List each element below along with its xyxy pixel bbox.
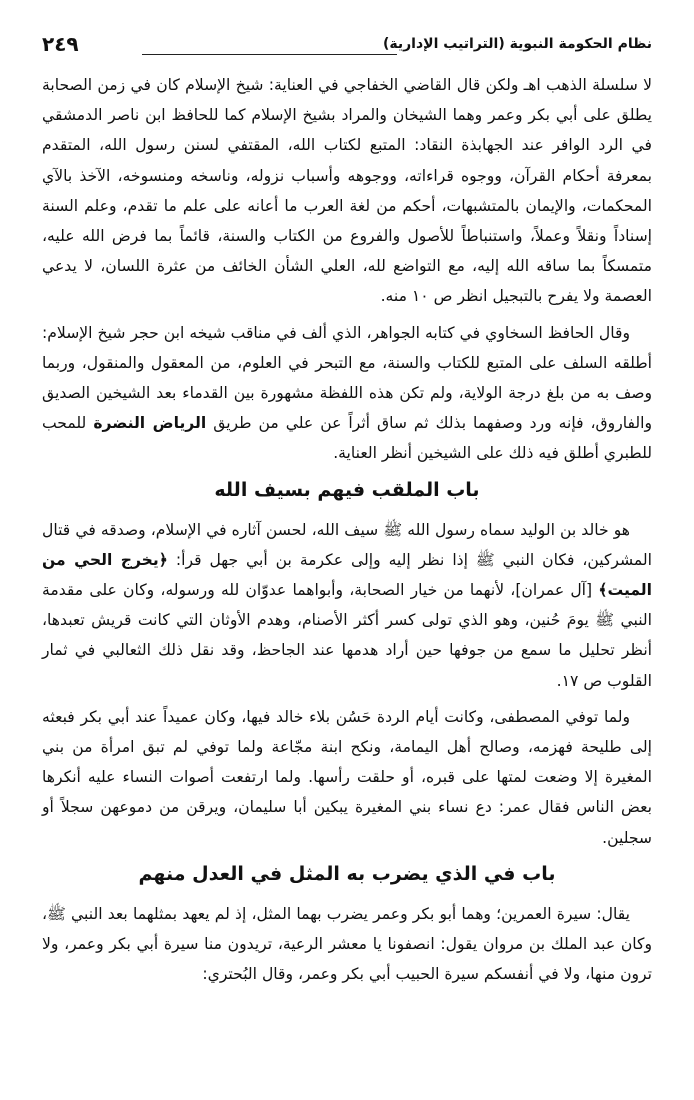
page-number: ٢٤٩	[42, 32, 79, 56]
quran-verse: ﴿يخرج الحي من الميت﴾	[42, 550, 652, 600]
header-rule	[142, 54, 397, 55]
section-heading-sword-of-allah: باب الملقب فيهم بسيف الله	[214, 478, 480, 501]
paragraph-sakhawi	[42, 318, 652, 469]
header-title: نظام الحكومة النبوية (التراتيب الإدارية)	[382, 36, 652, 52]
section-heading-justice-proverb: باب في الذي يضرب به المثل في العدل منهم	[138, 862, 556, 885]
paragraph-text: يقال: سيرة العمرين؛ وهما أبو بكر وعمر يضرب بهما المثل، إذ لم يعهد بمثلهما بعد النبي ﷺ، وكان عبد الملك بن مروان يقول: انصفونا يا معشر الرعية، تريدون منا سيرة أبي بكر وعمر، ولا ترون منها، ولا في أنفسكم سيرة الحبيب أبي بكر وعمر، وقال البُحتري:	[42, 904, 652, 984]
paragraph-umarayn	[42, 899, 652, 990]
paragraph-text-before: وقال الحافظ السخاوي في كتابه الجواهر، الذي ألف في مناقب شيخه ابن حجر شيخ الإسلام: أطلقه السلف على المتبع للكتاب والسنة، مع التبحر في العلوم، من المعقول والمنقول، وربما وصف به من بلغ درجة الولاية، ولم تكن هذه اللفظة مشهورة بين القدماء بعد الشيخين الصديق والفاروق، فإنه ورد وصفهما بذلك ثم ساق أثراً عن علي من طريق	[42, 323, 652, 433]
paragraph-shaykh-al-islam	[42, 70, 652, 312]
running-header	[42, 32, 652, 62]
paragraph-text-after: [آل عمران]، لأنهما من خيار الصحابة، وأبواهما عدوّان لله ورسوله، وكان على مقدمة النبي ﷺ يومَ حُنين، وهو الذي تولى كسر أكثر الأصنام، وهدم الأوثان التي كانت قريش تعبدها، أنظر تحليل ما سمع من جوفها حين أراد هدمها عند الجاحظ، وقد نقل ذلك الثعالبي في ثمار القلوب ص ١٧.	[42, 581, 652, 690]
paragraph-khalid	[42, 515, 652, 696]
paragraph-text: ولما توفي المصطفى، وكانت أيام الردة حَسُن بلاء خالد فيها، وكان عميداً عند أبي بكر فبعثه إلى طليحة فهزمه، وصالح أهل اليمامة، ونكح ابنة مجّاعة ولما توفي لم تبق امرأة من بني المغيرة إلا وضعت لمتها على قبره، أو حلقت رأسها. ولما ارتفعت أصوات النساء عليه أنكرها بعض الناس فقال عمر: دع نساء بني المغيرة يبكين أبا سليمان، ويرقن من دموعهن سجلاً أو سجلين.	[42, 707, 652, 847]
paragraph-text-after: للمحب للطبري أطلق فيه ذلك على الشيخين أنظر العناية.	[42, 414, 652, 463]
paragraph-text: لا سلسلة الذهب اهـ ولكن قال القاضي الخفاجي في العناية: شيخ الإسلام كان في زمن الصحابة يطلق على أبي بكر وعمر وهما الشيخان والمراد بشيخ الإسلام كما للحافظ ابن ناصر الدمشقي في الرد الوافر عند الجهابذة النقاد: المتبع لكتاب الله، المقتفي لسنن رسول الله، المتقدم بمعرفة أحكام القرآن، ووجوه قراءاته، ووجوهه وأسباب نزوله، وناسخه ومنسوخه، الآخذ بالآي المحكمات، والإيمان بالمتشبهات، أحكم من لغة العرب ما أعانه على علم ما تقدم، وعلم السنة إسناداً ونقلاً وعملاً، واستنباطاً للأصول والفروع من الكتاب والسنة، قائماً بما فرض الله عليه، متمسكاً بما ساقه الله إليه، مع التواضع لله، العلي الشأن الخائف من عثرة اللسان، لا يدعي العصمة ولا يفرح بالتبجيل انظر ص ١٠ منه.	[42, 76, 652, 306]
book-title-riyad: الرياض النضرة	[93, 414, 207, 433]
paragraph-text-before: هو خالد بن الوليد سماه رسول الله ﷺ سيف الله، لحسن آثاره في الإسلام، وصدقه في قتال المشركين، فكان النبي ﷺ إذا نظر إليه وإلى عكرمة بن أبي جهل قرأ:	[42, 520, 652, 569]
paragraph-ridda	[42, 702, 652, 853]
